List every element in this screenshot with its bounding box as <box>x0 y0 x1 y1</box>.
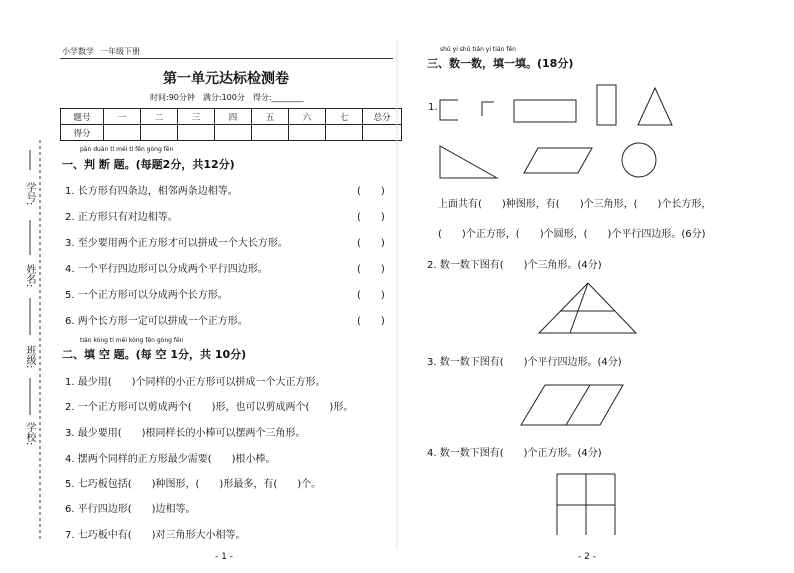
score-header-cell: 一 <box>104 109 141 125</box>
answer-paren[interactable]: ( ) <box>357 290 385 301</box>
bracket-shape <box>440 100 458 120</box>
big-triangle <box>539 283 636 333</box>
score-header-cell: 三 <box>178 109 215 125</box>
s2-item: 7. 七巧板中有( )对三角形大小相等。 <box>65 530 246 541</box>
rectangle-shape <box>514 100 576 122</box>
section3-pinyin: shǔ yi shǔ tián yi tián fēn <box>440 46 516 53</box>
triangle-shape <box>638 88 672 125</box>
section2-title: 二、填 空 题。(每 空 1分，共 10分) <box>62 348 247 361</box>
s2-item: 5. 七巧板包括( )种图形，( )形最多，有( )个。 <box>65 479 322 490</box>
answer-paren[interactable]: ( ) <box>357 186 385 197</box>
s1-item: 2. 正方形只有对边相等。 <box>65 212 178 223</box>
q1-label: 1. <box>428 102 438 113</box>
q4-text: 4. 数一数下图有( )个正方形。(4分) <box>427 448 602 459</box>
answer-paren[interactable]: ( ) <box>357 238 385 249</box>
q3-figure <box>521 385 623 425</box>
inner-line <box>570 283 588 333</box>
score-header-cell: 七 <box>326 109 363 125</box>
binding-class-label: 班级: <box>24 345 35 369</box>
binding-number-label: 学号: <box>24 182 35 206</box>
score-row-label: 得分 <box>61 125 104 141</box>
exam-meta: 时间:90分钟 满分:100分 得分:________ <box>150 93 304 102</box>
score-header-cell: 五 <box>252 109 289 125</box>
circle-shape <box>622 143 656 177</box>
right-triangle-shape <box>440 146 497 178</box>
q1-line1: 上面共有( )种图形，有( )个三角形，( )个长方形， <box>438 199 712 210</box>
q1-shapes <box>440 85 672 178</box>
s2-item: 2. 一个正方形可以剪成两个( )形，也可以剪成两个( )形。 <box>65 402 354 413</box>
binding-school-label: 学校: <box>24 422 35 446</box>
q4-figure <box>557 474 615 535</box>
page-number-2: - 2 - <box>578 552 596 562</box>
answer-paren[interactable]: ( ) <box>357 212 385 223</box>
s1-item: 6. 两个长方形一定可以拼成一个正方形。 <box>65 316 248 327</box>
divider-line <box>566 385 590 425</box>
s1-item: 1. 长方形有四条边，相邻两条边相等。 <box>65 186 238 197</box>
s1-item: 3. 至少要用两个正方形才可以拼成一个大长方形。 <box>65 238 288 249</box>
q2-figure <box>539 283 636 333</box>
score-header-cell: 六 <box>289 109 326 125</box>
section1-pinyin: pàn duàn tí měi tí fēn gòng fēn <box>80 146 174 153</box>
section1-title: 一、判 断 题。(每题2分，共12分) <box>62 158 235 171</box>
exam-title: 第一单元达标检测卷 <box>163 71 289 87</box>
page-number-1: - 1 - <box>215 552 233 562</box>
s2-item: 1. 最少用( )个同样的小正方形可以拼成一个大正方形。 <box>65 377 326 388</box>
score-header-cell: 二 <box>141 109 178 125</box>
corner-shape <box>482 102 494 116</box>
score-header-cell: 四 <box>215 109 252 125</box>
s1-item: 5. 一个正方形可以分成两个长方形。 <box>65 290 228 301</box>
header-subject: 小学数学 <box>62 47 94 56</box>
s2-item: 6. 平行四边形( )边相等。 <box>65 504 196 515</box>
q3-text: 3. 数一数下图有( )个平行四边形。(4分) <box>427 357 622 368</box>
score-header-cell: 总分 <box>363 109 402 125</box>
s2-item: 4. 摆两个同样的正方形最少需要( )根小棒。 <box>65 454 276 465</box>
q2-text: 2. 数一数下图有( )个三角形。(4分) <box>427 260 602 271</box>
tall-rectangle-shape <box>597 85 616 125</box>
answer-paren[interactable]: ( ) <box>357 316 385 327</box>
answer-paren[interactable]: ( ) <box>357 264 385 275</box>
header-grade: 一年级下册 <box>100 47 140 56</box>
s1-item: 4. 一个平行四边形可以分成两个平行四边形。 <box>65 264 268 275</box>
section2-pinyin: tián kòng tí měi kòng fēn gòng fēn <box>80 337 184 344</box>
q1-line2: ( )个正方形，( )个圆形，( )个平行四边形。(6分) <box>438 229 706 240</box>
binding-name-label: 姓名: <box>24 264 35 288</box>
big-parallelogram <box>521 385 623 425</box>
score-header-cell: 题号 <box>61 109 104 125</box>
section3-title: 三、数一数，填一填。(18分) <box>427 57 574 70</box>
parallelogram-shape <box>524 148 592 173</box>
s2-item: 3. 最少要用( )根同样长的小棒可以摆两个三角形。 <box>65 428 306 439</box>
